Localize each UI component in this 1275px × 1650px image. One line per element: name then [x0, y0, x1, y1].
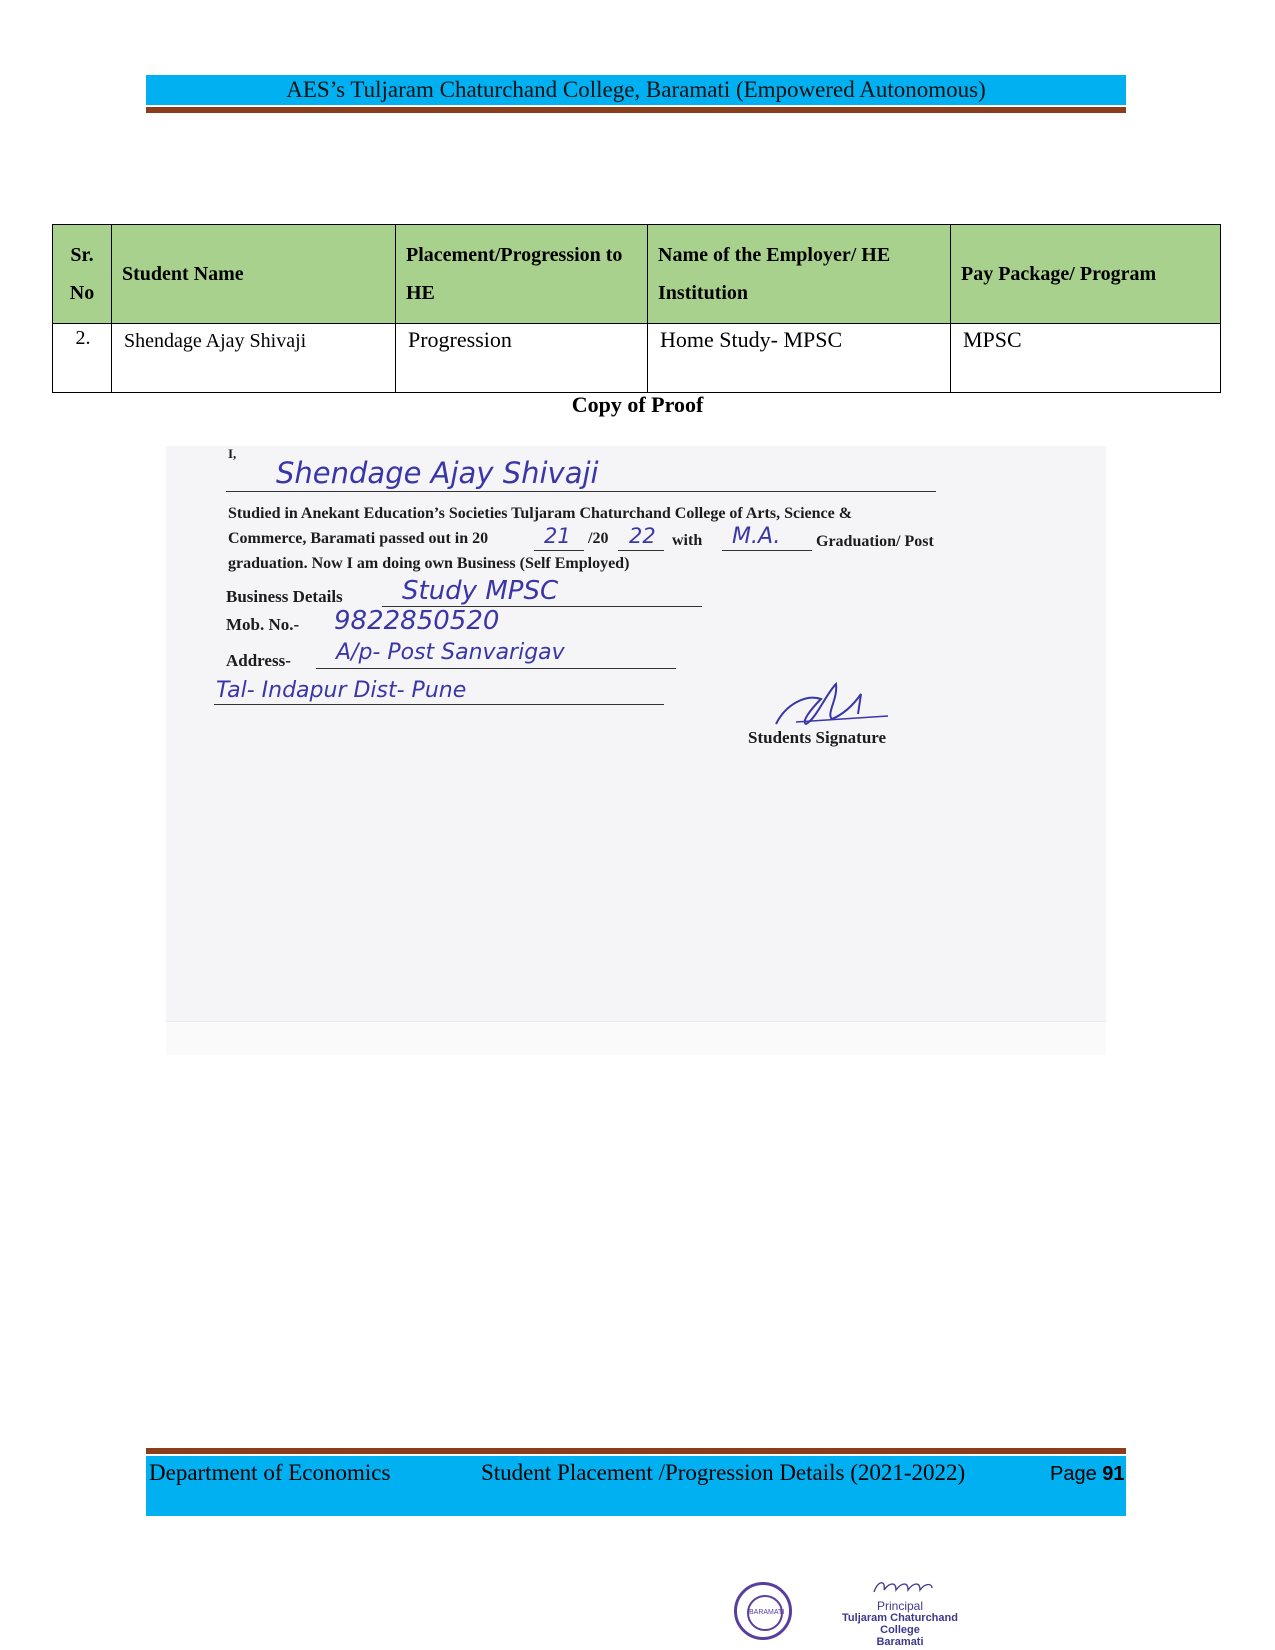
- proof-line-1: Studied in Anekant Education’s Societies Tuljaram Chaturchand College of Arts, Science &: [228, 505, 853, 522]
- page-number-value: 91: [1102, 1463, 1125, 1485]
- year-to-underline: [618, 550, 664, 551]
- address-line-1-underline: [316, 668, 676, 669]
- student-signature-icon: [766, 674, 896, 734]
- address-line-1-handwritten: A/p- Post Sanvarigav: [336, 640, 565, 665]
- principal-role: Principal: [876, 1599, 924, 1613]
- footer-department: Department of Economics: [149, 1460, 391, 1485]
- degree-handwritten: M.A.: [732, 524, 781, 549]
- page-header: AES’s Tuljaram Chaturchand College, Baramati (Empowered Autonomous): [146, 75, 1126, 105]
- signature-label: Students Signature: [748, 728, 887, 747]
- principal-stamp: [830, 1600, 970, 1648]
- cell-student-name: Shendage Ajay Shivaji: [112, 324, 396, 393]
- proof-line-2-end: Graduation/ Post: [816, 533, 934, 550]
- address-line-2-handwritten: Tal- Indapur Dist- Pune: [216, 678, 467, 703]
- table-header-row: [53, 225, 1221, 324]
- business-value-handwritten: Study MPSC: [402, 576, 559, 606]
- footer-divider: [146, 1448, 1126, 1454]
- cell-pay-package: MPSC: [951, 324, 1221, 393]
- principal-place: Baramati: [876, 1636, 924, 1648]
- column-header-sr-no: Sr. No: [53, 225, 112, 324]
- year-from-handwritten: 21: [544, 524, 571, 548]
- year-separator: /20: [588, 530, 609, 547]
- year-from-underline: [534, 550, 584, 551]
- scan-bottom-edge: [166, 1021, 1106, 1055]
- footer-title: Student Placement /Progression Details (2021-2022): [481, 1460, 966, 1485]
- proof-caption: Copy of Proof: [571, 392, 704, 417]
- principal-signature-icon: [870, 1576, 940, 1598]
- college-seal-icon: [734, 1582, 792, 1640]
- column-header-student-name: Student Name: [112, 225, 396, 324]
- degree-underline: [722, 550, 812, 551]
- proof-line-3: graduation. Now I am doing own Business (Self Employed): [228, 555, 630, 572]
- mob-label: Mob. No.-: [226, 615, 300, 634]
- column-header-placement: Placement/Progression to HE: [396, 225, 648, 324]
- proof-line-2-start: Commerce, Baramati passed out in 20: [228, 530, 489, 547]
- cell-placement: Progression: [396, 324, 648, 393]
- year-to-handwritten: 22: [629, 524, 656, 548]
- column-header-employer: Name of the Employer/ HE Institution: [648, 225, 951, 324]
- mob-value-handwritten: 9822850520: [334, 606, 500, 636]
- cell-employer: Home Study- MPSC: [648, 324, 951, 393]
- cell-sr-no: 2.: [53, 324, 112, 393]
- table-row: [53, 324, 1221, 393]
- name-underline: [226, 491, 936, 492]
- proof-scan: [166, 446, 1106, 1054]
- placement-table: [52, 224, 1221, 393]
- proof-prefix: I,: [228, 446, 237, 461]
- principal-institution: Tuljaram Chaturchand College: [842, 1612, 958, 1636]
- page-label: Page: [1050, 1463, 1097, 1485]
- header-divider: [146, 107, 1126, 113]
- with-label: with: [672, 532, 703, 549]
- business-label: Business Details: [226, 587, 343, 606]
- column-header-pay-package: Pay Package/ Program: [951, 225, 1221, 324]
- proof-name-handwritten: Shendage Ajay Shivaji: [276, 456, 599, 490]
- seal-text: BARAMATI: [747, 1595, 783, 1631]
- address-line-2-underline: [214, 704, 664, 705]
- page-number: [1050, 1463, 1125, 1486]
- address-label: Address-: [226, 651, 291, 670]
